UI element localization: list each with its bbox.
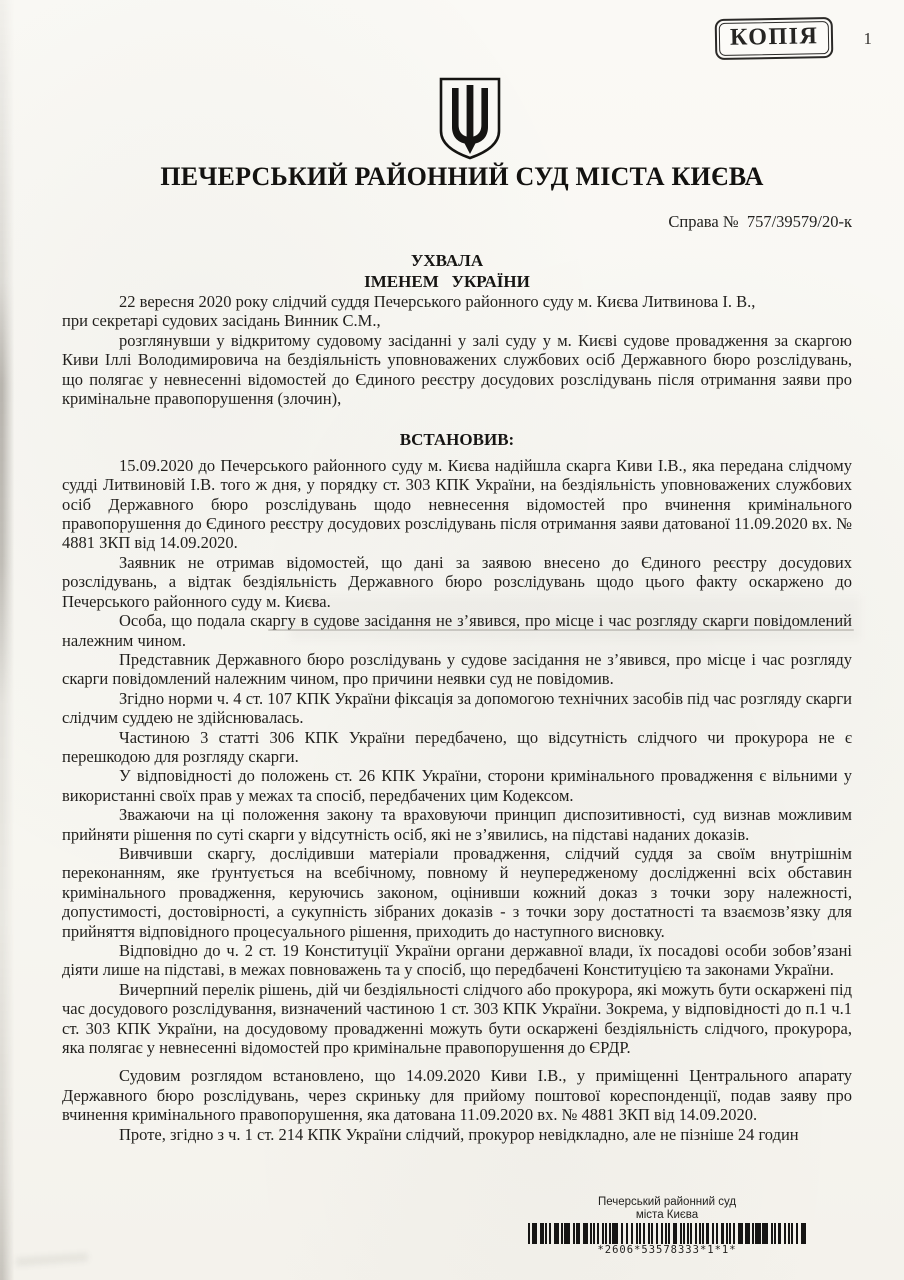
- barcode-bars: [528, 1223, 806, 1244]
- paragraph: Проте, згідно з ч. 1 ст. 214 КПК України слідчий, прокурор невідкладно, але не пізніше 24 годин: [119, 1124, 799, 1144]
- paragraph: У відповідності до положень ст. 26 КПК України, сторони кримінального провадження є вільними у використанні своїх прав у межах та спосіб, передбачених цим Кодексом.: [62, 766, 852, 805]
- paragraph: Судовим розглядом встановлено, що 14.09.2020 Киви І.В., у приміщенні Центрального апарату Державного бюро розслідувань, через скриньку для прийому поштової кореспонденції, подав заяву про вчинення кримінального правопорушення, яка датована 11.09.2020 вх. № 4881 ЗКП від 14.09.2020.: [62, 1066, 852, 1125]
- paragraph: Вичерпний перелік рішень, дій чи бездіяльності слідчого або прокурора, які можуть бути оскаржені під час досудового розслідування, визначений частиною 1 ст. 303 КПК України. Зокрема, у відповідності до п.1 ч.1 ст. 303 КПК України, на досудовому провадженні можуть бути оскаржені бездіяльність слідчого, прокурора, яка полягає у невнесенні відомостей про кримінальне правопорушення до ЄРДР.: [62, 979, 852, 1058]
- paragraph: Відповідно до ч. 2 ст. 19 Конституції України органи державної влади, їх посадові особи зобов’язані діяти лише на підставі, в межах повноважень та у спосіб, що передбачені Конституцією та законами України.: [62, 941, 852, 980]
- paragraph: Частиною 3 статті 306 КПК України передбачено, що відсутність слідчого чи прокурора не є перешкодою для розгляду скарги.: [62, 727, 852, 766]
- decision-title: УХВАЛА: [410, 251, 484, 270]
- paragraph: при секретарі судових засідань Винник С.М.,: [62, 311, 381, 331]
- stamp-row: [715, 18, 886, 59]
- paragraph: розглянувши у відкритому судовому засіданні у залі суду у м. Києві судове провадження за скаргою Киви Іллі Володимировича на бездіяльність уповноважених службових осіб Державного бюро розслідувань, що полягає у невнесенні відомостей до Єдиного реєстру досудових розслідувань після отримання заяви про кримінальне правопорушення (злочин),: [62, 330, 852, 409]
- document-footer: [527, 1196, 807, 1256]
- paragraph: Згідно норми ч. 4 ст. 107 КПК України фіксація за допомогою технічних засобів під час розгляду скарги слідчим суддею не здійснювалась.: [62, 688, 852, 728]
- scan-artifact: [16, 1252, 88, 1266]
- decision-subtitle: ІМЕНЕМ УКРАЇНИ: [364, 271, 530, 291]
- page-number: 1: [863, 28, 872, 48]
- paragraph: Заявник не отримав відомостей, що дані за заявою внесено до Єдиного реєстру досудових розслідувань, а відтак бездіяльність Державного бюро розслідувань щодо цього факту оскаржено до Печерського районного суду м. Києва.: [62, 552, 852, 611]
- paragraph: Вивчивши скаргу, дослідивши матеріали провадження, слідчий суддя за своїм внутрішнім переконанням, яке ґрунтується на всебічному, повному й неупередженому дослідженні всіх обставин кримінального провадження, керуючись законом, оцінивши кожний доказ з точки зору належності, допустимості, достовірності, а сукупність зібраних доказів - з точки зору достатності та взаємозв’язку для прийняття відповідного процесуального рішення, приходить до наступного висновку.: [62, 843, 852, 941]
- barcode-number: *2606*53578333*1*1*: [597, 1244, 737, 1256]
- decision-title-block: [0, 251, 894, 292]
- scan-edge-shadow: [0, 0, 15, 1280]
- paragraph: 15.09.2020 до Печерського районного суду м. Києва надійшла скарга Киви І.В., яка передана слідчому судді Литвиновій І.В. того ж дня, у порядку ст. 303 КПК України, на бездіяльність уповноважених службових осіб Державного бюро розслідувань щодо невнесення відомостей про вчинення кримінального правопорушення до Єдиного реєстру досудових розслідувань після отримання заяви датованої 11.09.2020 вх. № 4881 ЗКП від 14.09.2020.: [62, 455, 852, 553]
- footer-court-line2: міста Києва: [635, 1208, 699, 1221]
- ruling-paragraphs: [62, 456, 852, 1144]
- footer-court-line1: Печерський районний суд: [597, 1196, 737, 1208]
- intro-paragraphs: [62, 292, 852, 408]
- document-body: [62, 292, 852, 1144]
- copy-stamp-label: КОПІЯ: [719, 21, 830, 56]
- court-name: ПЕЧЕРСЬКИЙ РАЙОННИЙ СУД МІСТА КИЄВА: [160, 162, 764, 191]
- paragraph: 22 вересня 2020 року слідчий суддя Печерського районного суду м. Києва Литвинова І. В.,: [119, 292, 756, 311]
- copy-stamp: [715, 17, 834, 60]
- paragraph: Зважаючи на ці положення закону та враховуючи принцип диспозитивності, суд визнав можливим прийняти рішення по суті скарги у відсутність осіб, які не з’явились, на підставі наданих доказів.: [62, 805, 852, 844]
- case-number: Справа № 757/39579/20-к: [668, 212, 852, 231]
- paragraph: Особа, що подала скаргу в судове засідання не з’явився, про місце і час розгляду скарги повідомлений належним чином.: [62, 611, 852, 650]
- ukraine-trident-icon: [437, 76, 503, 167]
- section-heading: ВСТАНОВИВ:: [399, 430, 515, 450]
- paragraph: Представник Державного бюро розслідувань у судове засідання не з’явився, про місце і час розгляду скарги повідомлений належним чином, про причини неявки суд не повідомив.: [62, 649, 852, 689]
